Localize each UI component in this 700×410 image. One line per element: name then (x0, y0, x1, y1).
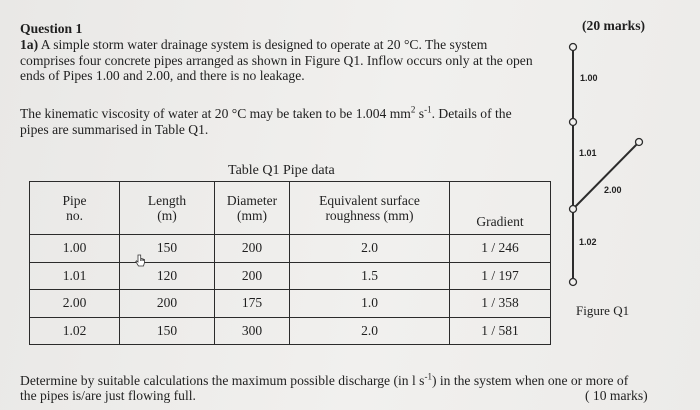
cell-pipe: 2.00 (30, 290, 120, 318)
header-diameter (215, 182, 290, 235)
figure-caption: Figure Q1 (576, 303, 630, 318)
header-diameter-line-2: (mm) (237, 208, 267, 223)
question-marks: (20 marks) (582, 18, 646, 33)
task-line-1 (20, 373, 628, 388)
node-pipe-2-inlet (636, 139, 643, 146)
cell-roughness: 1.5 (290, 262, 450, 290)
header-gradient: Gradient (450, 182, 551, 235)
intro-line-3: ends of Pipes 1.00 and 2.00, and there is no leakage. (20, 68, 305, 83)
viscosity-sup-2: -1 (424, 104, 432, 115)
cell-roughness: 2.0 (290, 235, 450, 263)
header-length (120, 182, 215, 235)
table-header-row (30, 182, 551, 235)
task-marks: ( 10 marks) (585, 388, 648, 403)
node-junction (570, 206, 577, 213)
cell-length: 200 (120, 290, 215, 318)
cell-roughness: 2.0 (290, 317, 450, 345)
table-row (30, 262, 551, 290)
figure-label-1-01: 1.01 (579, 148, 597, 158)
table-row (30, 317, 551, 345)
node-outlet (570, 279, 577, 286)
task-post: ) in the system when one or more of (431, 373, 629, 388)
hand-cursor-icon (135, 254, 146, 268)
intro-line-1 (20, 37, 487, 52)
figure-label-1-00: 1.00 (580, 73, 598, 83)
table-row (30, 290, 551, 318)
cell-diameter: 300 (215, 317, 290, 345)
figure-label-1-02: 1.02 (579, 237, 597, 247)
cell-pipe: 1.00 (30, 235, 120, 263)
cell-gradient: 1 / 246 (450, 235, 551, 263)
part-label: 1a) (20, 37, 39, 52)
cell-length: 120 (120, 262, 215, 290)
cell-diameter: 200 (215, 235, 290, 263)
cell-pipe: 1.02 (30, 317, 120, 345)
cell-gradient: 1 / 581 (450, 317, 551, 345)
cell-pipe: 1.01 (30, 262, 120, 290)
header-length-line-2: (m) (157, 208, 177, 223)
cell-length: 150 (120, 235, 215, 263)
task-sup: -1 (424, 371, 432, 382)
header-pipe-line-1: Pipe (62, 193, 87, 208)
figure-label-2-00: 2.00 (604, 185, 622, 195)
cell-gradient: 1 / 358 (450, 290, 551, 318)
cell-diameter: 200 (215, 262, 290, 290)
header-diameter-line-1: Diameter (226, 193, 278, 208)
header-roughness (290, 182, 450, 235)
question-heading: Question 1 (20, 21, 83, 36)
cell-length: 150 (120, 317, 215, 345)
viscosity-line-2: pipes are summarised in Table Q1. (20, 122, 209, 137)
viscosity-post: . Details of the (431, 106, 512, 121)
task-line-2: the pipes is/are just flowing full. (20, 388, 196, 403)
pipe-data-table (29, 181, 551, 345)
header-roughness-line-2: roughness (mm) (325, 208, 414, 223)
node-manhole-1 (570, 119, 577, 126)
header-length-line-1: Length (147, 193, 187, 208)
viscosity-sup-1: 2 (410, 104, 416, 115)
cell-gradient: 1 / 197 (450, 262, 551, 290)
cell-diameter: 175 (215, 290, 290, 318)
viscosity-pre: The kinematic viscosity of water at 20 °C may be taken to be 1.004 mm (20, 106, 411, 121)
node-top (570, 44, 577, 51)
header-pipe-line-2: no. (66, 208, 83, 223)
cell-roughness: 1.0 (290, 290, 450, 318)
intro-line-1-text: A simple storm water drainage system is designed to operate at 20 °C. The system (38, 37, 488, 52)
table-title: Table Q1 Pipe data (228, 163, 335, 178)
table-row (30, 235, 551, 263)
intro-line-2: comprises four concrete pipes arranged as shown in Figure Q1. Inflow occurs only at the open (20, 53, 533, 68)
viscosity-mid: s (415, 106, 425, 121)
viscosity-line-1 (20, 106, 512, 121)
header-roughness-line-1: Equivalent surface (319, 193, 420, 208)
header-pipe (30, 182, 120, 235)
task-pre: Determine by suitable calculations the maximum possible discharge (in l s (20, 373, 425, 388)
